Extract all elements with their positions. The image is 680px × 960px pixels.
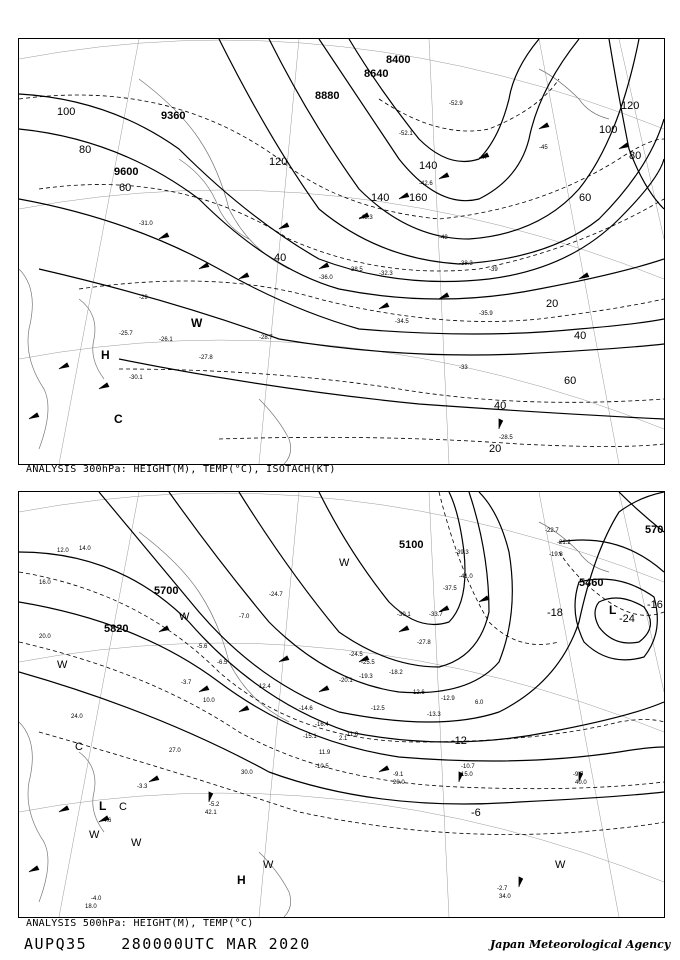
obs-temp-label: -11.0 — [345, 732, 359, 738]
warm-marker: W — [57, 659, 68, 671]
chart-panel-300hpa — [18, 38, 665, 465]
cold-marker: C — [114, 412, 123, 426]
temp-label: -38.3 — [459, 261, 473, 267]
warm-marker: W — [131, 837, 142, 849]
cold-marker: C — [119, 801, 127, 813]
obs-temp-label: -9.7 — [573, 772, 584, 778]
obs-temp-label: -5.2 — [209, 802, 220, 808]
obs-value-label: 24.0 — [71, 714, 83, 720]
isotach-label: 40 — [494, 400, 507, 412]
temp-label: -33 — [459, 365, 468, 371]
temp-label: -47 — [479, 155, 488, 161]
temp-label: -26.1 — [159, 337, 173, 343]
isotach-label: 60 — [119, 182, 132, 194]
height-label: 9360 — [161, 110, 186, 122]
temp-label: -25.7 — [119, 331, 133, 337]
obs-value-label: 15.0 — [461, 772, 473, 778]
obs-value-label: 6.0 — [475, 700, 484, 706]
obs-temp-label: -30.1 — [397, 612, 411, 618]
obs-temp-label: -21.2 — [557, 540, 571, 546]
warm-marker: W — [339, 557, 350, 569]
obs-value-label: 20.0 — [393, 780, 405, 786]
chart-timestamp: 280000UTC MAR 2020 — [121, 935, 311, 953]
height-label: 570 — [645, 524, 664, 536]
chart-panel-500hpa — [18, 491, 665, 918]
obs-temp-label: -12.6 — [411, 690, 425, 696]
temp-label: -31.0 — [139, 221, 153, 227]
height-contours — [19, 39, 664, 419]
chart-footer — [24, 935, 311, 953]
temp-label: -32.3 — [379, 271, 393, 277]
warm-marker: W — [179, 611, 190, 623]
obs-value-label: 30.0 — [241, 770, 253, 776]
warm-marker: W — [263, 859, 274, 871]
obs-temp-label: -27.8 — [417, 640, 431, 646]
obs-temp-label: -12.5 — [371, 706, 385, 712]
temp-label: -38.5 — [349, 267, 363, 273]
temp-contour-label: -18 — [547, 607, 563, 619]
warm-marker: W — [89, 829, 100, 841]
obs-temp-label: -3.7 — [181, 680, 192, 686]
temp-label: -39 — [489, 267, 498, 273]
obs-temp-label: -33.7 — [429, 612, 443, 618]
height-label: 5700 — [154, 585, 179, 597]
warm-marker: W — [191, 316, 203, 330]
isotach-label: 60 — [579, 192, 592, 204]
isotach-label: 80 — [629, 150, 642, 162]
obs-value-label: 14.0 — [79, 546, 91, 552]
temp-label: -35.9 — [479, 311, 493, 317]
cold-marker: C — [75, 741, 83, 753]
panel-caption-300hpa: ANALYSIS 300hPa: HEIGHT(M), TEMP(°C), ISOTACH(KT) — [26, 464, 336, 475]
obs-temp-label: -4.0 — [91, 896, 102, 902]
obs-value-label: 42.1 — [205, 810, 217, 816]
obs-temp-label: -9.1 — [393, 772, 404, 778]
obs-value-label: 27.0 — [169, 748, 181, 754]
agency-credit: Japan Meteorological Agency — [490, 938, 671, 951]
temp-label: -28.5 — [499, 435, 513, 441]
graticule — [19, 39, 664, 464]
obs-temp-label: -24.7 — [269, 592, 283, 598]
isotach-label: 140 — [419, 160, 438, 172]
temp-label: -30.1 — [129, 375, 143, 381]
obs-temp-label: -22.7 — [545, 528, 559, 534]
height-label: 5460 — [579, 577, 604, 589]
map-500hpa — [19, 492, 664, 917]
obs-temp-label: -4.6 — [101, 818, 112, 824]
temp-label: -43.3 — [359, 215, 373, 221]
isotach-label: 100 — [57, 106, 76, 118]
isotach-label: 100 — [599, 124, 618, 136]
temp-label: -27.8 — [199, 355, 213, 361]
obs-temp-label: -18.2 — [389, 670, 403, 676]
temp-label: -34.5 — [395, 319, 409, 325]
obs-value-label: 12.4 — [259, 684, 271, 690]
isotach-label: 60 — [564, 375, 577, 387]
isotach-label: 140 — [371, 192, 390, 204]
obs-temp-label: -37.5 — [443, 586, 457, 592]
wind-barbs — [29, 596, 583, 887]
obs-temp-label: -24.5 — [349, 652, 363, 658]
warm-marker: W — [555, 859, 566, 871]
obs-temp-label: -20.1 — [339, 678, 353, 684]
height-label: 8640 — [364, 68, 389, 80]
temp-label: -52.1 — [399, 131, 413, 137]
obs-temp-label: -19.3 — [359, 674, 373, 680]
height-label: 5100 — [399, 539, 424, 551]
obs-value-label: 11.9 — [319, 750, 331, 756]
temp-label: -48 — [439, 235, 448, 241]
isotach-label: 20 — [489, 443, 502, 455]
height-label: 8400 — [386, 54, 411, 66]
obs-temp-label: -2.7 — [497, 886, 508, 892]
temp-label: -42.6 — [419, 181, 433, 187]
obs-temp-label: -16.4 — [315, 722, 329, 728]
coastline — [19, 69, 609, 464]
isotach-label: 80 — [79, 144, 92, 156]
isotach-lines — [19, 79, 664, 447]
height-label: 5820 — [104, 623, 129, 635]
temp-label: -45 — [539, 145, 548, 151]
isotach-label: 120 — [621, 100, 640, 112]
high-pressure-marker: H — [101, 348, 110, 362]
obs-value-label: 10.0 — [203, 698, 215, 704]
temp-label: -29 — [139, 295, 148, 301]
obs-temp-label: -15.1 — [303, 734, 317, 740]
obs-value-label: 40.0 — [575, 780, 587, 786]
obs-temp-label: -25.5 — [361, 660, 375, 666]
temp-label: -28.7 — [259, 335, 273, 341]
height-label: 9600 — [114, 166, 139, 178]
high-pressure-marker: H — [237, 873, 246, 887]
temp-contour-label: -16 — [647, 599, 663, 611]
isotach-label: 40 — [274, 252, 287, 264]
obs-value-label: 2.1 — [339, 736, 348, 742]
obs-temp-label: -19.8 — [549, 552, 563, 558]
obs-temp-label: -5.6 — [197, 644, 208, 650]
low-center-value: -24 — [619, 613, 635, 625]
obs-value-label: 34.0 — [499, 894, 511, 900]
coastline — [19, 522, 609, 917]
obs-temp-label: -6.5 — [217, 660, 228, 666]
isotach-label: 120 — [269, 156, 288, 168]
obs-temp-label: -41.0 — [459, 574, 473, 580]
obs-temp-label: -13.3 — [427, 712, 441, 718]
obs-temp-label: -7.0 — [239, 614, 250, 620]
isotach-label: 160 — [409, 192, 428, 204]
obs-temp-label: -10.7 — [461, 764, 475, 770]
obs-value-label: 12.0 — [57, 548, 69, 554]
isotach-label: 20 — [546, 298, 559, 310]
obs-temp-label: -3.3 — [137, 784, 148, 790]
panel-caption-500hpa: ANALYSIS 500hPa: HEIGHT(M), TEMP(°C) — [26, 918, 254, 929]
height-label: 8880 — [315, 90, 340, 102]
obs-temp-label: -14.6 — [299, 706, 313, 712]
obs-temp-label: -12.9 — [441, 696, 455, 702]
temp-label: -36.0 — [319, 275, 333, 281]
obs-temp-label: -10.5 — [315, 764, 329, 770]
temp-contour-label: -12 — [451, 735, 467, 747]
map-300hpa — [19, 39, 664, 464]
isotach-label: 40 — [574, 330, 587, 342]
graticule — [19, 492, 664, 917]
obs-value-label: 20.0 — [39, 634, 51, 640]
chart-id: AUPQ35 — [24, 935, 88, 953]
temp-label: -52.9 — [449, 101, 463, 107]
obs-value-label: 18.0 — [85, 904, 97, 910]
obs-temp-label: -39.3 — [455, 550, 469, 556]
obs-value-label: 16.0 — [39, 580, 51, 586]
low-pressure-marker: L — [609, 603, 617, 617]
low-pressure-marker: L — [99, 799, 107, 813]
temp-contour-label: -6 — [471, 807, 481, 819]
